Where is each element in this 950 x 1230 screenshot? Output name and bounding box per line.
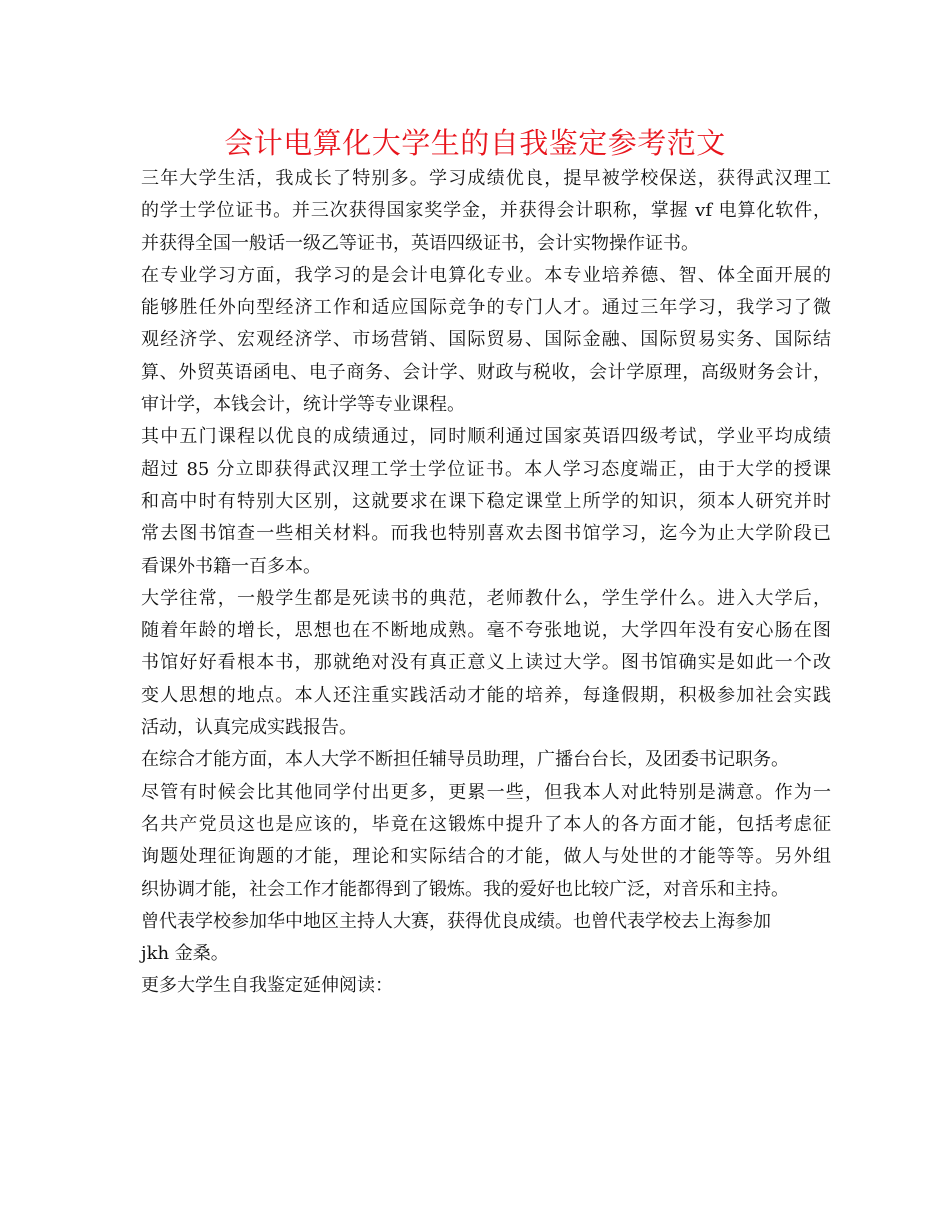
body-line: 大学往常，一般学生都是死读书的典范，老师教什么，学生学什么。进入大学后， [141,587,831,609]
body-line: 曾代表学校参加华中地区主持人大赛，获得优良成绩。也曾代表学校去上海参加 [141,910,771,932]
body-line: jkh 金桑。 [141,943,229,965]
body-line: 名共产党员这也是应该的，毕竟在这锻炼中提升了本人的各方面才能，包括考虑征 [141,813,831,835]
body-line: 并获得全国一般话一级乙等证书，英语四级证书，会计实物操作证书。 [141,232,699,254]
body-line: 在专业学习方面，我学习的是会计电算化专业。本专业培养德、智、体全面开展的 [141,264,831,286]
body-line: 审计学，本钱会计，统计学等专业课程。 [141,394,465,416]
body-line: 能够胜任外向型经济工作和适应国际竞争的专门人才。通过三年学习，我学习了微 [141,297,831,319]
body-line: 随着年龄的增长，思想也在不断地成熟。毫不夸张地说，大学四年没有安心肠在图 [141,620,831,642]
body-line: 算、外贸英语函电、电子商务、会计学、财政与税收，会计学原理，高级财务会计， [141,361,831,383]
body-line: 常去图书馆查一些相关材料。而我也特别喜欢去图书馆学习，迄今为止大学阶段已 [141,523,831,545]
body-line: 在综合才能方面，本人大学不断担任辅导员助理，广播台台长，及团委书记职务。 [141,749,789,771]
body-line: 变人思想的地点。本人还注重实践活动才能的培养，每逢假期，积极参加社会实践 [141,684,831,706]
body-line: 和高中时有特别大区别，这就要求在课下稳定课堂上所学的知识，须本人研究并时 [141,490,831,512]
body-line: 更多大学生自我鉴定延伸阅读： [141,975,393,997]
body-line: 询题处理征询题的才能，理论和实际结合的才能，做人与处世的才能等等。另外组 [141,846,831,868]
body-line: 尽管有时候会比其他同学付出更多，更累一些，但我本人对此特别是满意。作为一 [141,781,831,803]
body-line: 其中五门课程以优良的成绩通过，同时顺利通过国家英语四级考试，学业平均成绩 [141,426,831,448]
body-line: 织协调才能，社会工作才能都得到了锻炼。我的爱好也比较广泛，对音乐和主持。 [141,878,789,900]
document-body [141,163,831,1003]
body-line: 三年大学生活，我成长了特别多。学习成绩优良，提早被学校保送，获得武汉理工 [141,168,831,189]
body-line: 看课外书籍一百多本。 [141,555,321,577]
body-line: 的学士学位证书。并三次获得国家奖学金，并获得会计职称，掌握 vf 电算化软件， [141,200,831,222]
document-title: 会计电算化大学生的自我鉴定参考范文 [224,126,726,160]
body-line: 活动，认真完成实践报告。 [141,717,357,739]
body-line: 超过 85 分立即获得武汉理工学士学位证书。本人学习态度端正，由于大学的授课 [141,458,831,480]
body-line: 观经济学、宏观经济学、市场营销、国际贸易、国际金融、国际贸易实务、国际结 [141,329,831,351]
body-line: 书馆好好看根本书，那就绝对没有真正意义上读过大学。图书馆确实是如此一个改 [141,652,831,674]
